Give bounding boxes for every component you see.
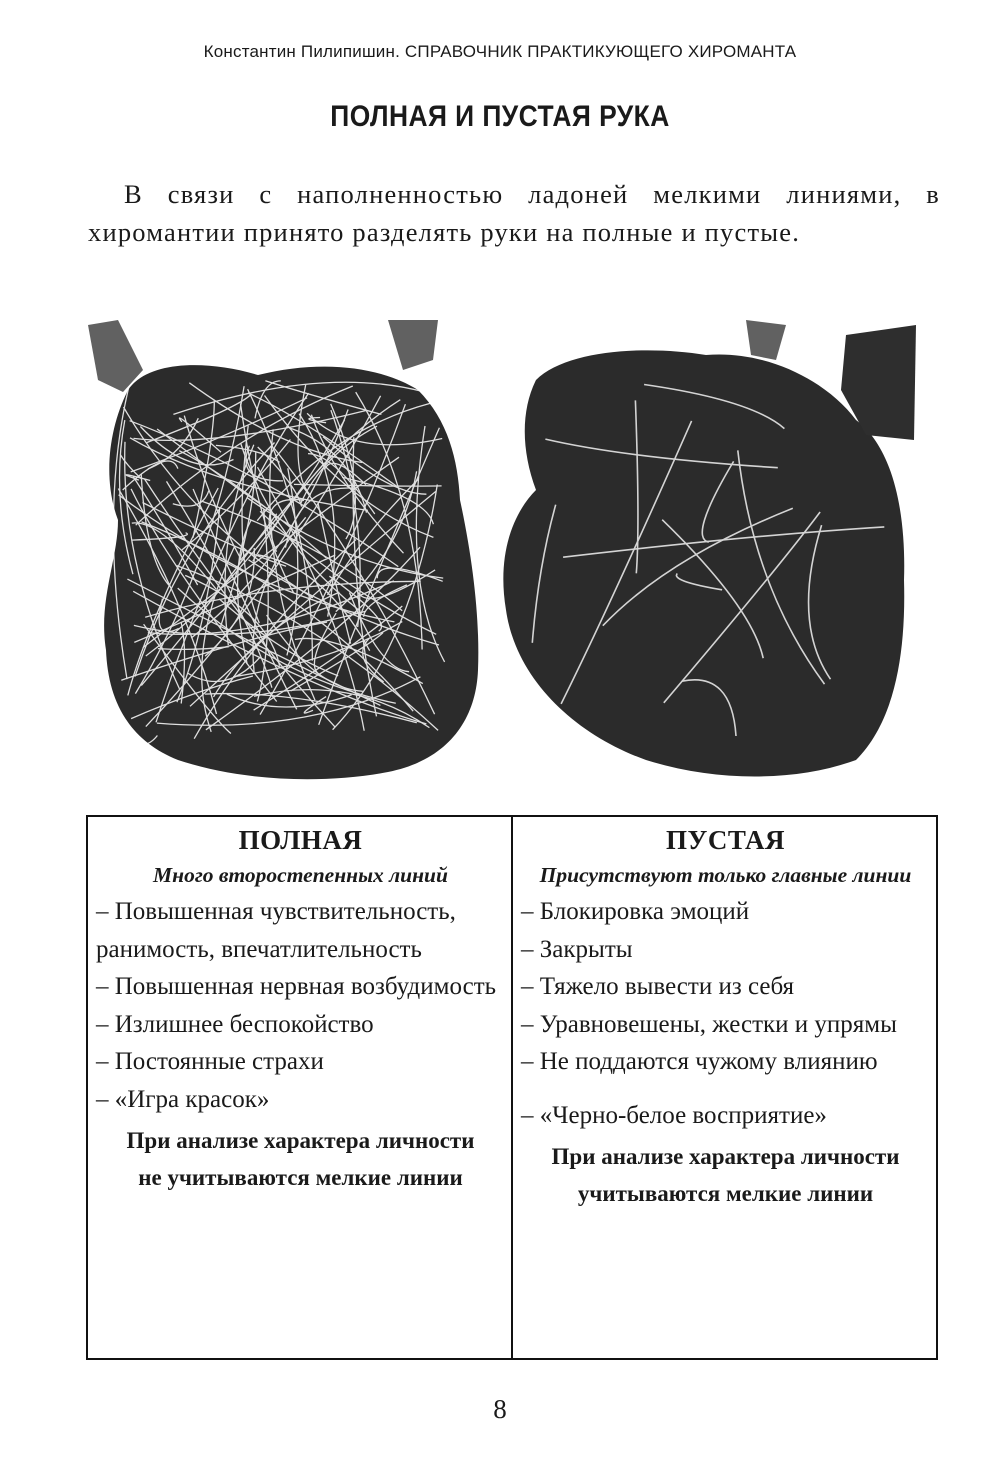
- empty-hand-heading: ПУСТАЯ: [666, 825, 785, 855]
- full-hand-traits: [96, 893, 505, 1118]
- list-item: – Блокировка эмоций: [521, 898, 750, 925]
- full-hand-heading: ПОЛНАЯ: [238, 825, 363, 855]
- intro-text: В связи с наполненностью ладоней мелкими линиями, в хиромантии принято разделять руки на полные и пустые.: [88, 179, 940, 247]
- list-item: – Тяжело вывести из себя: [521, 973, 795, 1000]
- empty-hand-traits: [521, 893, 930, 1134]
- page-number: 8: [493, 1394, 507, 1424]
- palm-prints: [88, 320, 920, 780]
- list-item: – «Игра красок»: [96, 1085, 270, 1113]
- list-item: – Повышенная нервная возбудимость: [96, 973, 497, 1000]
- intro-paragraph: [88, 175, 940, 251]
- list-item: – Постоянные страхи: [96, 1048, 324, 1075]
- comparison-table: [86, 815, 938, 1360]
- palm-print-full-image: [88, 320, 480, 780]
- palm-print-empty-image: [496, 320, 920, 780]
- full-hand-conclusion: При анализе характера личности не учитываются мелкие линии: [126, 1128, 475, 1190]
- empty-hand-conclusion: При анализе характера личности учитываются мелкие линии: [551, 1144, 900, 1206]
- full-hand-subheading: Много второстепенных линий: [153, 863, 448, 887]
- running-title: Константин Пилипишин. СПРАВОЧНИК ПРАКТИКУЮЩЕГО ХИРОМАНТА: [203, 42, 797, 61]
- full-hand-column: [88, 817, 513, 1358]
- list-item: – «Черно-белое восприятие»: [521, 1101, 827, 1129]
- section-title: ПОЛНАЯ И ПУСТАЯ РУКА: [330, 100, 670, 133]
- empty-hand-subheading: Присутствуют только главные линии: [539, 863, 912, 887]
- list-item: – Уравновешены, жестки и упрямы: [521, 1010, 897, 1038]
- list-item: – Не поддаются чужому влиянию: [521, 1048, 878, 1075]
- list-item: – Повышенная чувствительность, ранимость, впечатлительность: [96, 898, 456, 963]
- list-item: – Излишнее беспокойство: [96, 1010, 374, 1038]
- list-item: – Закрыты: [521, 935, 633, 963]
- empty-hand-column: [513, 817, 936, 1358]
